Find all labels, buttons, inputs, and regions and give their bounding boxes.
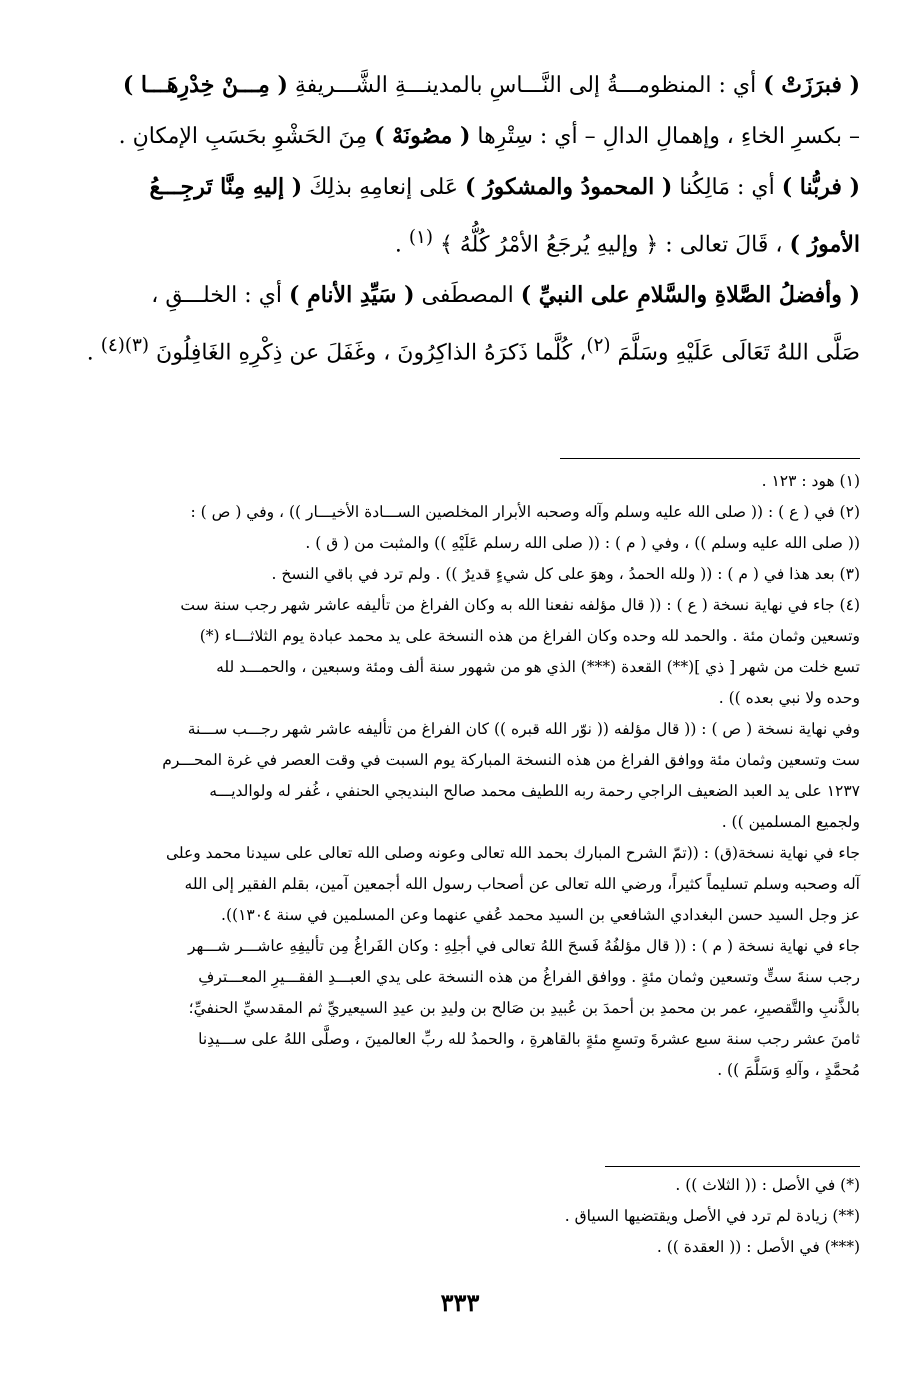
footnote-4-p4-line: ثامنَ عشر رجب سنة سبع عشرةَ وتسعِ مئةٍ بالقاهرةِ ، والحمدُ لله ربِّ العالمينَ ، وصلَّى اللهُ على ســـيدِنا [198,1030,860,1048]
footnote-4-p2-line: ١٢٣٧ على يد العبد الضعيف الراجي رحمة ربه اللطيف محمد صالح البنديجي الحنفي ، غُفر له ولوالديـــه [209,782,860,800]
page-number: ٣٣٣ [440,1288,480,1317]
bold-term: ( فربُّنا ) [781,174,860,200]
footnote-4-p2-line: وفي نهاية نسخة ( ص ) : (( قال مؤلفه (( نوّر الله قبره )) كان الفراغ من تأليفه عاشر شهر رجـــب ســـنة [187,720,860,738]
text-run: صَلَّى اللهُ تَعَالَى عَلَيْهِ وسَلَّمَ [610,340,860,366]
text-run: . [394,232,409,258]
main-text [60,60,860,379]
subnote-1: (*) في الأصل : (( الثلاث )) . [675,1176,860,1194]
bold-term: ( مِـــنْ خِدْرِهَـــا ) [122,72,288,98]
footnote-4-p3-line: عز وجل السيد حسن البغدادي الشافعي بن السيد محمد عُفي عنهما وعن المسلمين في سنة ١٣٠٤)). [221,906,860,924]
footnote-ref: (١) [408,227,433,248]
footnote-4-p4-line: جاء في نهاية نسخة ( م ) : (( قال مؤلفُهُ فَسحَ اللهُ تعالى في أجلِهِ : وكان الفَراغُ مِن تأليفِهِ عاشـــر شـــهر [188,937,860,955]
footnote-4-p4-line: بالذَّنبِ والتَّقصيرِ، عمر بن محمدِ بن أحمدَ بن عُبيدِ بن صَالح بن وليدِ بن عيدِ السيعيريِّ ثم المقدسيِّ الحنفيِّ؛ [188,999,860,1017]
bold-term: الأمورُ ) [789,231,860,258]
main-line-2 [60,111,860,162]
footnote-2-line: (( صلى الله عليه وسلم )) ، وفي ( م ) : (( صلى الله رسلم عَلَيْهِ )) والمثبت من ( ق ) . [305,534,860,552]
footnote-4-line: وحده ولا نبي بعده )) . [718,689,860,707]
subnotes [60,1170,860,1263]
footnote-4-p2-line: ولجميع المسلمين )) . [721,813,860,831]
subnote-2: (**) زيادة لم ترد في الأصل ويقتضيها السياق . [564,1207,860,1225]
footnote-ref: (٣)(٤) [100,335,150,357]
bold-term: ( المحمودُ والمشكورُ ) [464,174,673,200]
document-page [60,60,860,1360]
footnote-ref: (٢) [586,335,611,357]
footnote-2-line: (٢) في ( ع ) : (( صلى الله عليه وسلم وآله وصحبه الأبرار المخلصين الســـادة الأخيـــار )) ، وفي ( ص ) : [190,503,860,521]
footnote-1: (١) هود : ١٢٣ . [761,472,860,490]
main-line-4 [60,213,860,270]
text-run: أي : الخلـــقِ ، [151,283,290,309]
footnote-4-line: (٤) جاء في نهاية نسخة ( ع ) : (( قال مؤلفه نفعنا الله به وكان الفراغ من تأليفه عاشر شهر رجب سنة ست [180,596,860,614]
footnote-4-p2-line: ست وتسعين وثمان مئة ووافق الفراغ من هذه النسخة المباركة يوم السبت في وقت العصر في غرة المحـــرم [162,751,860,769]
text-run: ، كُلَّما ذَكرَهُ الذاكِرُونَ ، وغَفَلَ عن ذِكْرِهِ الغَافِلُونَ [149,340,587,366]
text-run: عَلى إنعامِهِ بذلِكَ [302,175,465,200]
bold-term: ( فبرَزَتْ ) [763,72,860,98]
footnote-4-p3-line: آله وصحبه وسلم تسليماً كثيراً، ورضي الله تعالى عن أصحاب رسول الله أجمعين آمين، بقلم الفقير إلى الله [184,875,860,893]
text-run: . [86,340,101,366]
footnote-4-p3-line: جاء في نهاية نسخة(ق) : ((تمّ الشرح المبارك بحمد الله تعالى وعونه وصلى الله تعالى على سيدنا محمد وعلى [165,844,860,862]
text-run: مِنَ الحَشْوِ بحَسَبِ الإمكانِ . [118,124,375,149]
main-line-6 [60,321,860,378]
bold-term: ( وأفضلُ الصَّلاةِ والسَّلامِ على النبيِّ ) [520,282,860,309]
footnote-3: (٣) بعد هذا في ( م ) : (( ولله الحمدُ ، وهوَ على كل شيءٍ قديرٌ )) . ولم ترد في باقي النسخ . [271,565,860,583]
text-run: ، قَالَ تعالى : ﴿ وإليهِ يُرجَعُ الأمْرُ كُلُّهُ ﴾ [433,232,790,258]
footnote-4-p4-line: رجب سنةَ ستٍّ وتسعين وثمان مئةٍ . ووافق الفراغُ من هذه النسخة على يدي العبـــدِ الفقـــيرِ المعـــترفِ [198,968,860,986]
text-run: المصطَفى [414,283,521,309]
subnote-divider [605,1166,860,1167]
main-line-5 [60,270,860,321]
text-run: أي : المنظومـــةُ إلى النَّـــاسِ بالمدينـــةِ الشَّـــريفةِ [287,73,764,98]
footnote-4-line: تسع خلت من شهر [ ذي ](**) القعدة (***) الذي هو من شهور سنة ألف ومئة وسبعين ، والحمـــد لله [216,658,860,676]
footnote-divider [560,458,860,459]
subnote-3: (***) في الأصل : (( العقدة )) . [656,1238,860,1256]
main-line-3 [60,162,860,213]
main-line-1 [60,60,860,111]
bold-term: ( سَيِّدِ الأنامِ ) [289,282,415,309]
bold-term: ( إليهِ مِنَّا تَرجِـــعُ [149,174,303,200]
footnote-4-p4-line: مُحمَّدٍ ، وآلهِ وَسَلَّمَ )) . [717,1061,860,1079]
text-run: – بكسرِ الخاءِ ، وإهمالِ الدالِ – أي : سِتْرِها [470,124,860,149]
footnotes [60,466,860,1086]
text-run: أي : مَالِكُنا [672,175,782,200]
footnote-4-line: وتسعين وثمان مئة . والحمد لله وحده وكان الفراغ من هذه النسخة على يد محمد عبادة يوم الثلاثـــاء (*) [199,627,860,645]
bold-term: ( مصُونَهْ ) [374,123,471,149]
